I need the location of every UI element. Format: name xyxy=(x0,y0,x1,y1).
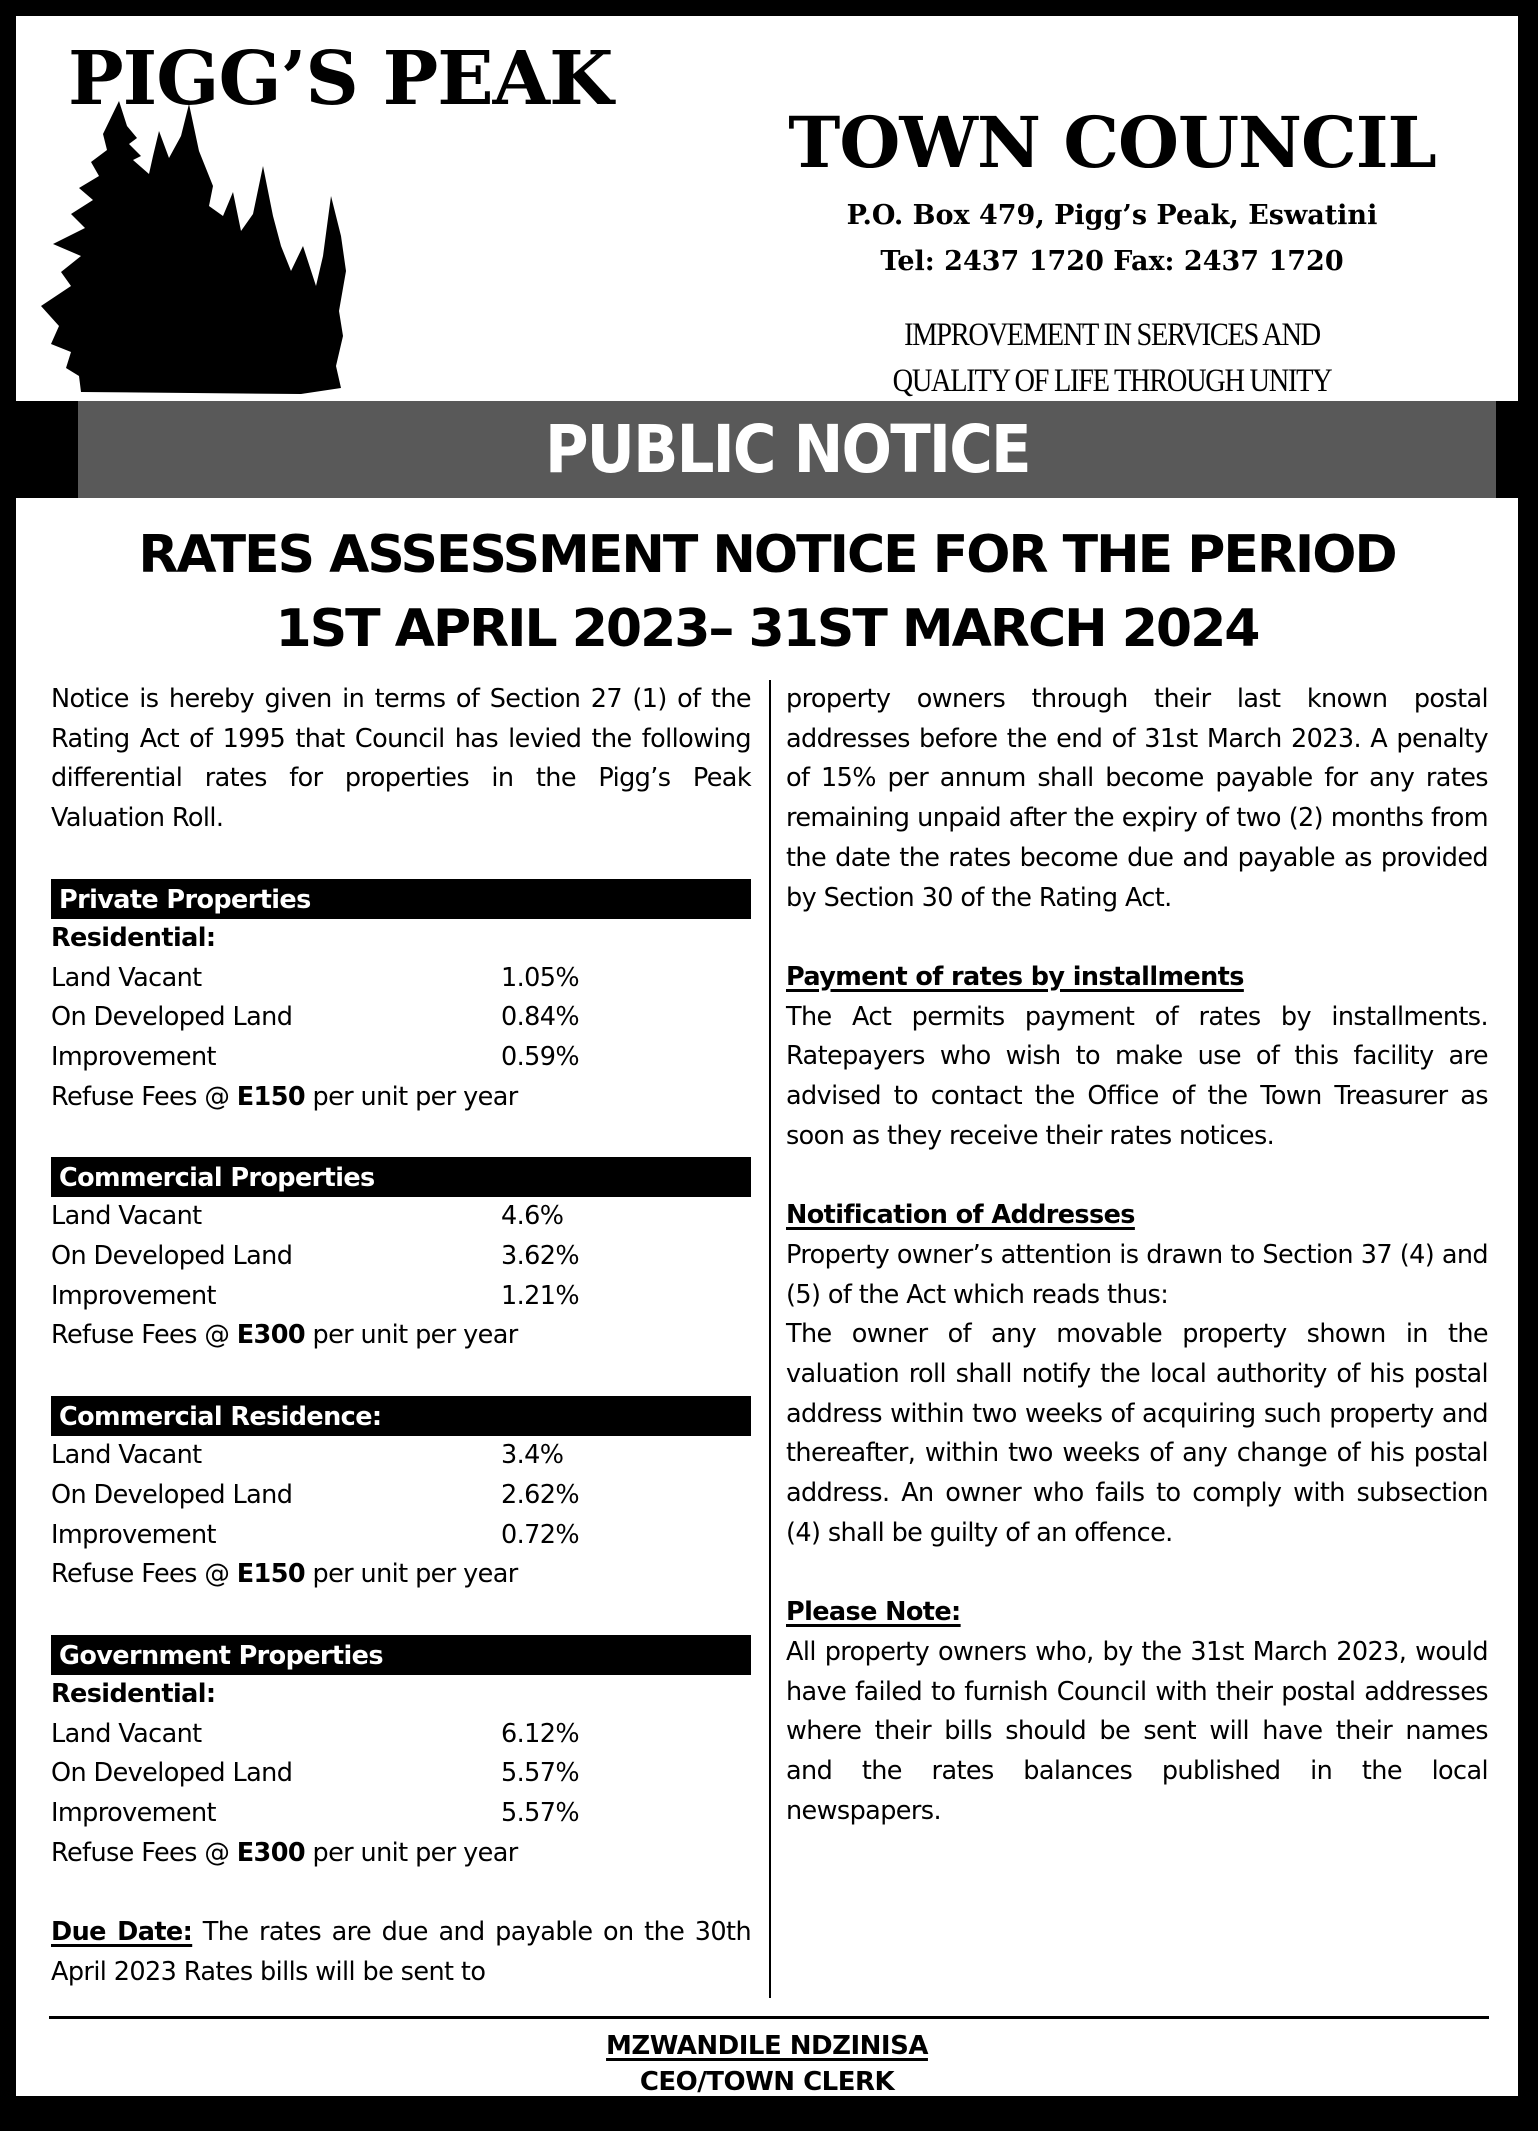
contact-numbers: Tel: 2437 1720 Fax: 2437 1720 xyxy=(880,246,1344,277)
rate-label: Land Vacant xyxy=(51,1201,202,1232)
notice-body xyxy=(16,498,1518,2096)
rate-row xyxy=(51,1436,751,1476)
rate-label: Land Vacant xyxy=(51,1440,202,1471)
due-date-paragraph xyxy=(51,1913,751,1992)
installments-paragraph: The Act permits payment of rates by installments. Ratepayers who wish to make use of this facility are advised to contact the Office of the Town Treasurer as soon as they receive their rates notices. xyxy=(786,1001,1488,1151)
column-divider xyxy=(769,680,771,1998)
refuse-prefix: Refuse Fees @ xyxy=(51,1837,237,1868)
refuse-amount: E300 xyxy=(236,1837,305,1868)
section-header: Government Properties xyxy=(51,1635,751,1675)
rates-section-commercial-residence xyxy=(51,1396,751,1595)
title-line-2: 1ST APRIL 2023– 31ST MARCH 2024 xyxy=(275,599,1259,659)
refuse-fees xyxy=(51,1078,751,1118)
logo-title: PIGG’S PEAK xyxy=(68,36,613,122)
rate-row xyxy=(51,1476,751,1516)
notice-title xyxy=(16,518,1518,666)
please-note-heading: Please Note: xyxy=(786,1597,961,1628)
rate-label: Improvement xyxy=(51,1041,216,1072)
rate-value: 3.4% xyxy=(501,1440,564,1471)
rates-section-government xyxy=(51,1635,751,1874)
section-header: Commercial Properties xyxy=(51,1157,751,1197)
signature-divider xyxy=(49,2016,1489,2019)
intro-paragraph: Notice is hereby given in terms of Section 27 (1) of the Rating Act of 1995 that Council has levied the following differential rates for properties in the Pigg’s Peak Valuation Roll. xyxy=(51,684,751,834)
rates-section-private xyxy=(51,879,751,1118)
rate-value: 0.84% xyxy=(501,1002,580,1033)
refuse-amount: E300 xyxy=(236,1320,305,1351)
rate-label: Land Vacant xyxy=(51,1718,202,1749)
refuse-fees xyxy=(51,1834,751,1874)
motto xyxy=(785,312,1439,404)
rate-label: On Developed Land xyxy=(51,1002,293,1033)
rate-value: 5.57% xyxy=(501,1798,580,1829)
refuse-fees xyxy=(51,1555,751,1595)
rate-label: Improvement xyxy=(51,1798,216,1829)
refuse-suffix: per unit per year xyxy=(304,1559,518,1590)
rate-row xyxy=(51,998,751,1038)
rate-value: 1.21% xyxy=(501,1280,580,1311)
installments-heading: Payment of rates by installments xyxy=(786,961,1244,992)
refuse-amount: E150 xyxy=(236,1081,305,1112)
rate-value: 0.72% xyxy=(501,1519,580,1550)
public-notice-banner xyxy=(78,401,1496,498)
section-subheader: Residential: xyxy=(51,1678,216,1709)
due-date-text: The rates are due and payable on the 30th April 2023 Rates bills will be sent to xyxy=(51,1917,751,1987)
signature-block xyxy=(16,2028,1518,2100)
rate-value: 2.62% xyxy=(501,1479,580,1510)
rate-row xyxy=(51,1197,751,1237)
due-date-heading: Due Date: xyxy=(51,1917,193,1948)
rate-row xyxy=(51,1516,751,1556)
rate-label: On Developed Land xyxy=(51,1758,293,1789)
rate-label: Improvement xyxy=(51,1519,216,1550)
rate-label: Land Vacant xyxy=(51,962,202,993)
refuse-prefix: Refuse Fees @ xyxy=(51,1559,237,1590)
rate-value: 3.62% xyxy=(501,1241,580,1272)
section-header: Private Properties xyxy=(51,879,751,919)
signatory-title: CEO/TOWN CLERK xyxy=(639,2067,895,2097)
motto-line-2: QUALITY OF LIFE THROUGH UNITY xyxy=(892,363,1332,399)
banner-label: PUBLIC NOTICE xyxy=(544,411,1030,488)
rate-row xyxy=(51,1038,751,1078)
signatory-name: MZWANDILE NDZINISA xyxy=(606,2031,928,2061)
right-column xyxy=(786,680,1488,1831)
rate-row xyxy=(51,1277,751,1317)
rate-row xyxy=(51,1794,751,1834)
refuse-fees xyxy=(51,1316,751,1356)
letterhead xyxy=(16,16,1518,401)
rate-row xyxy=(51,1237,751,1277)
rate-value: 1.05% xyxy=(501,962,580,993)
refuse-suffix: per unit per year xyxy=(304,1320,518,1351)
rate-row xyxy=(51,1754,751,1794)
rate-value: 5.57% xyxy=(501,1758,580,1789)
addresses-heading: Notification of Addresses xyxy=(786,1200,1135,1231)
rates-section-commercial xyxy=(51,1157,751,1356)
rate-value: 0.59% xyxy=(501,1041,580,1072)
please-note-paragraph: All property owners who, by the 31st March 2023, would have failed to furnish Council with their postal addresses where their bills should be sent will have their names and the rates balances published in the local newspapers. xyxy=(786,1636,1488,1826)
rate-label: On Developed Land xyxy=(51,1479,293,1510)
rate-row xyxy=(51,1715,751,1755)
rate-label: Improvement xyxy=(51,1280,216,1311)
rate-row xyxy=(51,959,751,999)
left-column xyxy=(51,680,751,1993)
refuse-suffix: per unit per year xyxy=(304,1837,518,1868)
refuse-prefix: Refuse Fees @ xyxy=(51,1320,237,1351)
council-title: TOWN COUNCIL xyxy=(788,101,1436,184)
continuation-paragraph: property owners through their last known postal addresses before the end of 31st March 2023. A penalty of 15% per annum shall become payable for any rates remaining unpaid after the expiry of two (2) months from the date the rates become due and payable as provided by Section 30 of the Rating Act. xyxy=(786,684,1488,913)
refuse-suffix: per unit per year xyxy=(304,1081,518,1112)
section-header: Commercial Residence: xyxy=(51,1396,751,1436)
motto-line-1: IMPROVEMENT IN SERVICES AND xyxy=(904,317,1320,353)
rate-value: 4.6% xyxy=(501,1201,564,1232)
refuse-amount: E150 xyxy=(236,1559,305,1590)
rate-label: On Developed Land xyxy=(51,1241,293,1272)
postal-address: P.O. Box 479, Pigg’s Peak, Eswatini xyxy=(846,200,1378,231)
title-line-1: RATES ASSESSMENT NOTICE FOR THE PERIOD xyxy=(138,525,1396,585)
pine-trees-icon xyxy=(41,96,351,396)
rate-value: 6.12% xyxy=(501,1718,580,1749)
addresses-intro: Property owner’s attention is drawn to Section 37 (4) and (5) of the Act which reads thus: xyxy=(786,1239,1488,1310)
addresses-paragraph: The owner of any movable property shown in the valuation roll shall notify the local authority of his postal address within two weeks of acquiring such property and thereafter, within two weeks of any change of his postal address. An owner who fails to comply with subsection (4) shall be guilty of an offence. xyxy=(786,1319,1488,1548)
section-subheader: Residential: xyxy=(51,922,216,953)
refuse-prefix: Refuse Fees @ xyxy=(51,1081,237,1112)
